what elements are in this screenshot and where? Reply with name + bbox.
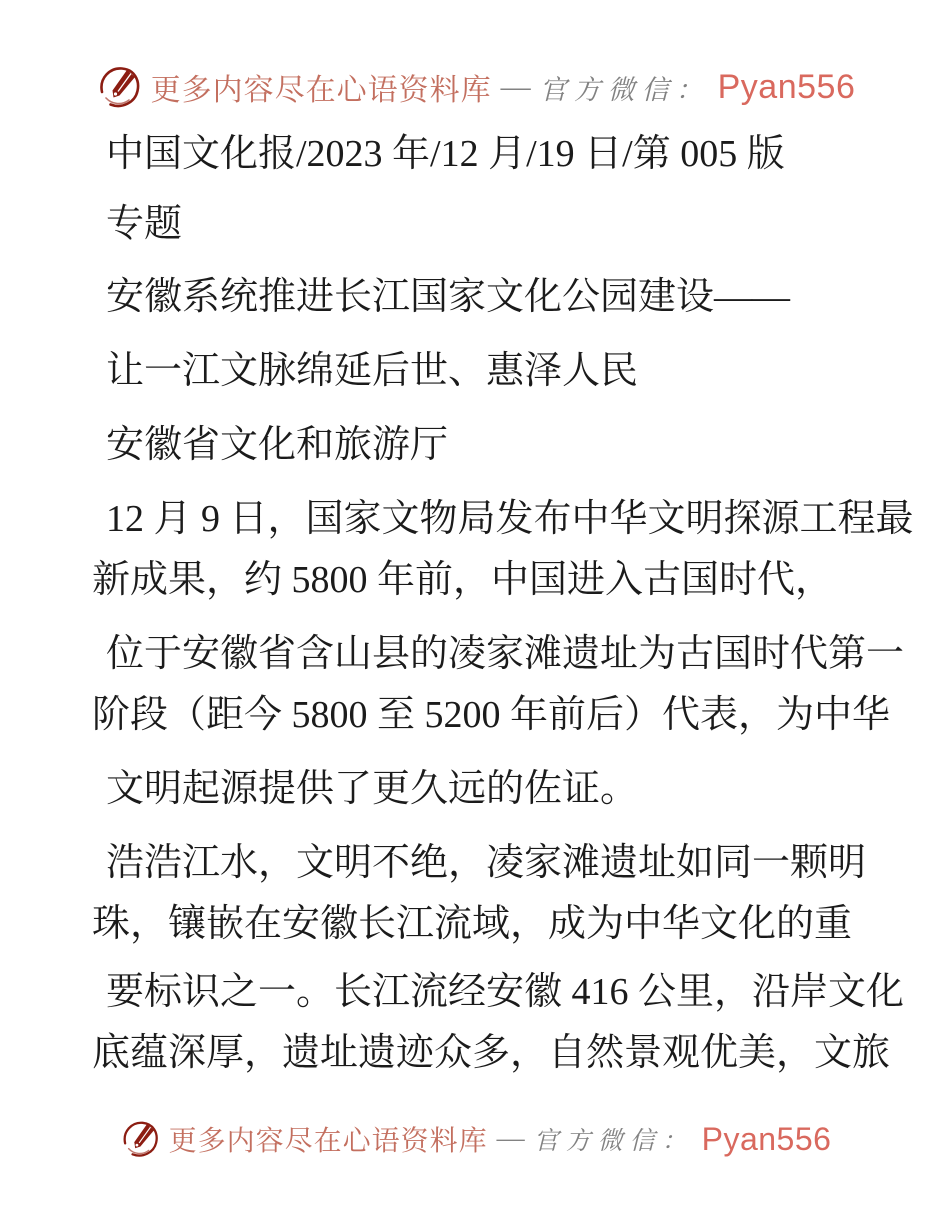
- article-author: 安徽省文化和旅游厅: [106, 424, 449, 466]
- watermark-text: 更多内容尽在心语资料库: [168, 1126, 488, 1157]
- watermark-dash: —: [500, 70, 531, 103]
- watermark-text: 更多内容尽在心语资料库: [150, 74, 492, 107]
- watermark-dash: —: [496, 1123, 525, 1154]
- paragraph-line: 珠，镶嵌在安徽长江流域，成为中华文化的重: [92, 903, 853, 945]
- paragraph-4: [92, 843, 920, 944]
- paragraph-line: 浩浩江水，文明不绝，凌家滩遗址如同一颗明: [106, 842, 867, 884]
- paragraph-1: [92, 499, 920, 600]
- article-title: 安徽系统推进长江国家文化公园建设——: [106, 276, 791, 318]
- wechat-label: 官方微信：: [533, 1128, 694, 1155]
- calligraphy-pen-logo-icon: [119, 1118, 161, 1160]
- paragraph-5: [92, 972, 920, 1073]
- watermark-header: [0, 62, 950, 112]
- paragraph-3: [92, 769, 920, 809]
- paragraph-line: 位于安徽省含山县的凌家滩遗址为古国时代第一: [106, 633, 905, 675]
- paragraph-line: 新成果，约 5800 年前，中国进入古国时代，: [92, 559, 834, 601]
- wechat-label: 官方微信：: [539, 74, 710, 105]
- wechat-account: Pyan556: [701, 1120, 832, 1157]
- paragraph-line: 文明起源提供了更久远的佐证。: [106, 768, 639, 810]
- paragraph-line: 12 月 9 日，国家文物局发布中华文明探源工程最: [106, 498, 914, 540]
- paragraph-line: 底蕴深厚，遗址遗迹众多，自然景观优美，文旅: [92, 1032, 891, 1074]
- article-meta: 中国文化报/2023 年/12 月/19 日/第 005 版: [106, 133, 785, 175]
- article-subtitle: 让一江文脉绵延后世、惠泽人民: [106, 350, 639, 392]
- paragraph-line: 要标识之一。长江流经安徽 416 公里，沿岸文化: [106, 971, 905, 1013]
- paragraph-line: 阶段（距今 5800 至 5200 年前后）代表，为中华: [92, 694, 891, 736]
- calligraphy-pen-logo-icon: [95, 63, 143, 111]
- watermark-footer: [0, 1117, 950, 1161]
- paragraph-2: [92, 634, 920, 735]
- wechat-account: Pyan556: [717, 67, 856, 106]
- section-label: 专题: [106, 203, 183, 245]
